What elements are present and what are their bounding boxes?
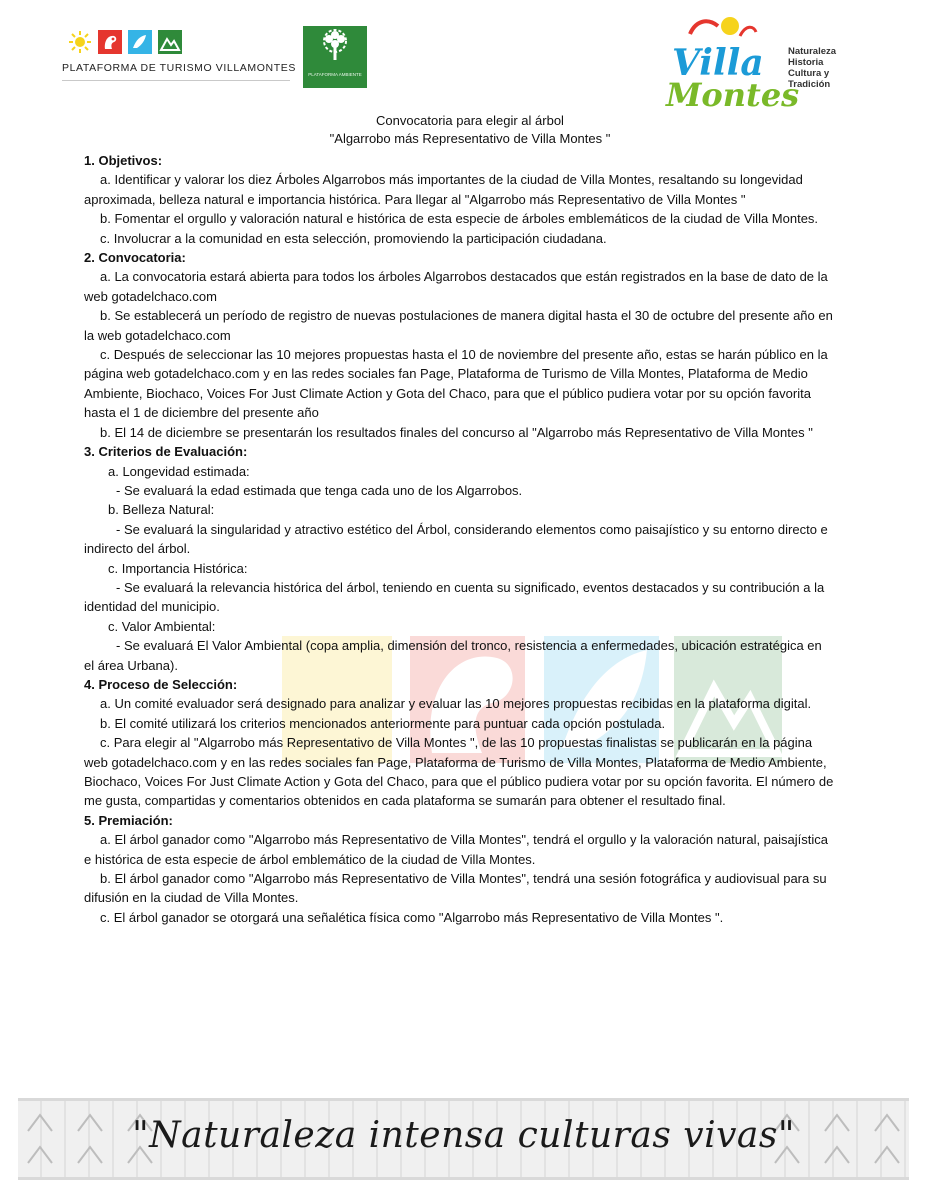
title-line-1: Convocatoria para elegir al árbol [376, 113, 564, 128]
footer-slogan: "Naturaleza intensa culturas vivas" [132, 1115, 795, 1156]
tree-icon [315, 26, 355, 70]
title-line-2: "Algarrobo más Representativo de Villa Montes " [329, 131, 611, 146]
call-item: b. Se establecerá un período de registro de nuevas postulaciones de manera digital hasta el 30 de octubre del presente año en la web gotadelchaco.com [84, 308, 833, 343]
villa-montes-logo [660, 14, 860, 119]
environment-platform-logo [303, 26, 367, 88]
sun-icon [68, 30, 92, 54]
award-item: c. El árbol ganador se otorgará una señalética física como "Algarrobo más Representativo de Villa Montes ". [100, 909, 724, 925]
call-item: b. El 14 de diciembre se presentarán los resultados finales del concurso al "Algarrobo más Representativo de Villa Montes " [100, 424, 813, 440]
tourism-platform-name: PLATAFORMA DE TURISMO VILLAMONTES [62, 62, 296, 74]
criterion-detail: - Se evaluará la singularidad y atractivo estético del Árbol, considerando elementos como paisajístico y su entorno directo e indirecto del árbol. [84, 521, 828, 557]
objective-item: a. Identificar y valorar los diez Árboles Algarrobos más importantes de la ciudad de Villa Montes, resaltando su longevidad aproximada, belleza natural e importancia histórica. Para llegar al "Algarrobo más Representativo de Villa Montes " [84, 172, 803, 207]
brand-word-villa: Villa [672, 42, 764, 84]
brand-decoration-icon [688, 14, 758, 44]
criterion-label: c. Valor Ambiental: [108, 618, 216, 634]
bird-icon [128, 30, 152, 54]
section-heading: 4. Proceso de Selección: [84, 676, 238, 692]
section-heading: 3. Criterios de Evaluación: [84, 444, 248, 460]
mountain-icon [158, 30, 182, 54]
objective-item: b. Fomentar el orgullo y valoración natural e histórica de esta especie de árboles emblemáticos de la ciudad de Villa Montes. [100, 211, 819, 227]
award-item: a. El árbol ganador como "Algarrobo más Representativo de Villa Montes", tendrá el orgullo y la valoración natural, paisajística e histórica de esta especie de árbol emblemático de la ciudad de Villa Montes. [84, 832, 828, 867]
selection-item: b. El comité utilizará los criterios mencionados anteriormente para puntuar cada opción postulada. [100, 715, 666, 731]
brand-tagline: Naturaleza Historia Cultura y Tradición [788, 46, 837, 90]
selection-item: a. Un comité evaluador será designado para analizar y evaluar las 10 mejores propuestas recibidas en la plataforma digital. [100, 696, 812, 712]
brand-word-montes: Montes [666, 76, 800, 114]
criterion-detail: - Se evaluará El Valor Ambiental (copa amplia, dimensión del tronco, resistencia a enfermedades, ubicación estratégica en el área Urbana). [84, 638, 822, 673]
section-heading: 2. Convocatoria: [84, 250, 186, 266]
selection-item: c. Para elegir al "Algarrobo más Representativo de Villa Montes ", de las 10 propuestas finalistas se publicarán en la página web gotadelchaco.com y en las redes sociales fan Page, Plataforma de Turismo de Villa Montes, Plataforma de Medio Ambiente, Biochaco, Voices For Just Climate Action y Gota del Chaco, para que el público pudiera votar por su opción favorita. El número de me gusta, compartidas y comentarios obtenidos en cada plataforma se sumarán para obtener el resultado final. [84, 735, 834, 809]
footer-banner [18, 1098, 909, 1180]
document-title [240, 112, 700, 148]
award-item: b. El árbol ganador como "Algarrobo más Representativo de Villa Montes", tendrá una sesión fotográfica y audiovisual para su difusión en la ciudad de Villa Montes. [84, 871, 827, 906]
objective-item: c. Involucrar a la comunidad en esta selección, promoviendo la participación ciudadana. [100, 230, 607, 246]
criterion-label: a. Longevidad estimada: [108, 463, 250, 479]
criterion-detail: - Se evaluará la edad estimada que tenga cada uno de los Algarrobos. [116, 482, 523, 498]
section-heading: 1. Objetivos: [84, 153, 163, 168]
logo-divider [62, 80, 290, 81]
section-heading: 5. Premiación: [84, 812, 173, 828]
environment-platform-name: PLATAFORMA AMBIENTE [308, 72, 362, 77]
parrot-icon [98, 30, 122, 54]
document-body [84, 151, 834, 927]
call-item: a. La convocatoria estará abierta para todos los árboles Algarrobos destacados que están registrados en la base de dato de la web gotadelchaco.com [84, 269, 828, 304]
tourism-platform-logo [62, 30, 296, 92]
criterion-label: c. Importancia Histórica: [108, 560, 248, 576]
call-item: c. Después de seleccionar las 10 mejores propuestas hasta el 10 de noviembre del presente año, estas se harán público en la página web gotadelchaco.com y en las redes sociales fan Page, Plataforma de Turismo de Villa Montes, Plataforma de Medio Ambiente, Biochaco, Voices For Just Climate Action y Gota del Chaco, para que el público pudiera votar por su opción favorita hasta el 1 de diciembre del presente año [84, 347, 828, 421]
criterion-detail: - Se evaluará la relevancia histórica del árbol, teniendo en cuenta su significado, eventos destacados y su contribución a la identidad del municipio. [84, 579, 825, 615]
criterion-label: b. Belleza Natural: [108, 502, 215, 518]
